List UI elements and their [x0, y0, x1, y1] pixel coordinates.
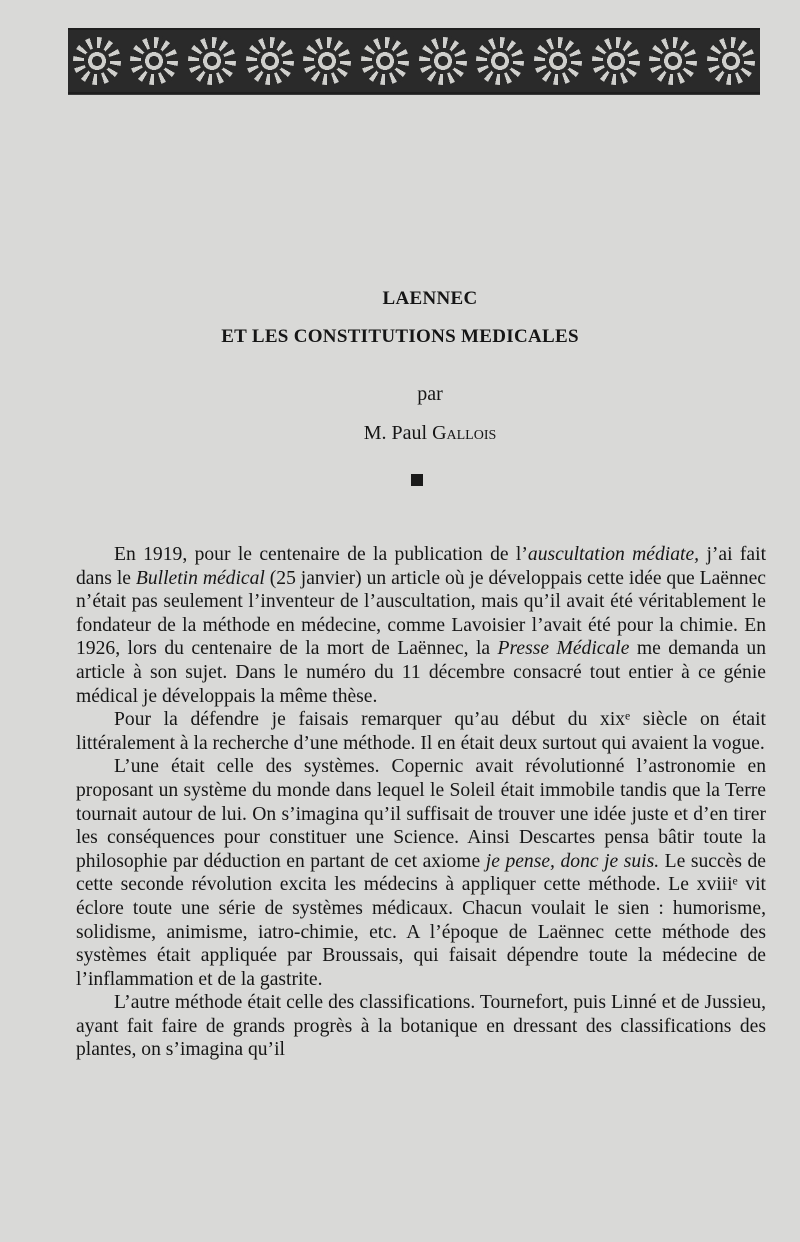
text-run: me demanda un article à son sujet. Dans le numéro du 11 décembre consacré tout entier à ce génie médical je développais la même thèse. — [76, 638, 766, 707]
article-body — [76, 543, 766, 1062]
text-run: (25 janvier) un article où je développais cette idée que Laënnec n’était pas seulement l’inventeur de l’auscultation, mais qu’il avait été véritablement le fondateur de la méthode en médecine, comme Lavoisier l’avait été pour la chimie. En 1926, lors du centenaire de la mort de Laënnec, la — [76, 567, 766, 660]
text-run: Pour la défendre je faisais remarquer qu’au début du xixᵉ siècle on était littéralement à la recherche d’une méthode. Il en était deux surtout qui avaient la vogue. — [76, 709, 766, 754]
byline-author — [30, 422, 800, 445]
body-paragraph — [76, 991, 766, 1062]
author-surname: Gallois — [432, 422, 497, 444]
byline-par: par — [417, 383, 443, 405]
text-run: L’autre méthode était celle des classifications. Tournefort, puis Linné et de Jussieu, ayant fait faire de grands progrès à la botanique en dressant des classifications des plantes, on s’imagina qu’il — [76, 992, 766, 1061]
italic-run: Presse Médicale — [497, 638, 630, 660]
body-paragraph — [76, 543, 766, 708]
article-title-line-1: LAENNEC — [382, 288, 478, 309]
rosette-ornament-icon — [534, 37, 582, 85]
author-prefix: M. Paul — [363, 422, 433, 444]
text-run: L’une était celle des systèmes. Copernic avait révolutionné l’astronomie en proposant un système du monde dans lequel le Soleil était immobile tandis que la Terre tournait autour de lui. On s’imagina qu’il suffisait de trouver une idée juste et d’en tirer les conséquences pour constituer une Science. Ainsi Descartes pensa bâtir toute la philosophie par déduction en partant de cet axiome — [76, 756, 766, 872]
rosette-ornament-icon — [303, 37, 351, 85]
italic-run: je pense, donc je suis. — [485, 850, 660, 872]
rosette-ornament-icon — [649, 37, 697, 85]
rosette-ornament-icon — [419, 37, 467, 85]
rosette-ornament-icon — [246, 37, 294, 85]
body-paragraph — [76, 755, 766, 991]
text-run: Le succès de cette seconde révolution excita les médecins à appliquer cette méthode. Le xviiiᵉ vit éclore toute une série de systèmes médicaux. Chacun voulait le sien : humorisme, solidisme, animisme, iatro-chimie, etc. A l’époque de Laënnec cette méthode des systèmes était appliquée par Broussais, qui faisait dépendre toute la médecine de l’inflammation et de la gastrite. — [76, 850, 766, 990]
section-square-icon — [411, 474, 423, 486]
body-paragraph — [76, 708, 766, 755]
rosette-ornament-icon — [130, 37, 178, 85]
rosette-ornament-icon — [592, 37, 640, 85]
rosette-ornament-icon — [73, 37, 121, 85]
rosette-ornament-icon — [707, 37, 755, 85]
text-run: En 1919, pour le centenaire de la publication de l’ — [114, 544, 528, 565]
rosette-ornament-icon — [361, 37, 409, 85]
rosette-ornament-icon — [476, 37, 524, 85]
italic-run: Bulletin médical — [135, 567, 265, 589]
ornamental-frieze — [68, 28, 760, 94]
text-run: j’ai fait dans le — [76, 544, 767, 589]
article-title-line-2: ET LES CONSTITUTIONS MEDICALES — [221, 326, 579, 347]
italic-run: auscultation médiate, — [527, 544, 700, 565]
frieze-rule — [68, 94, 760, 95]
rosette-ornament-icon — [188, 37, 236, 85]
